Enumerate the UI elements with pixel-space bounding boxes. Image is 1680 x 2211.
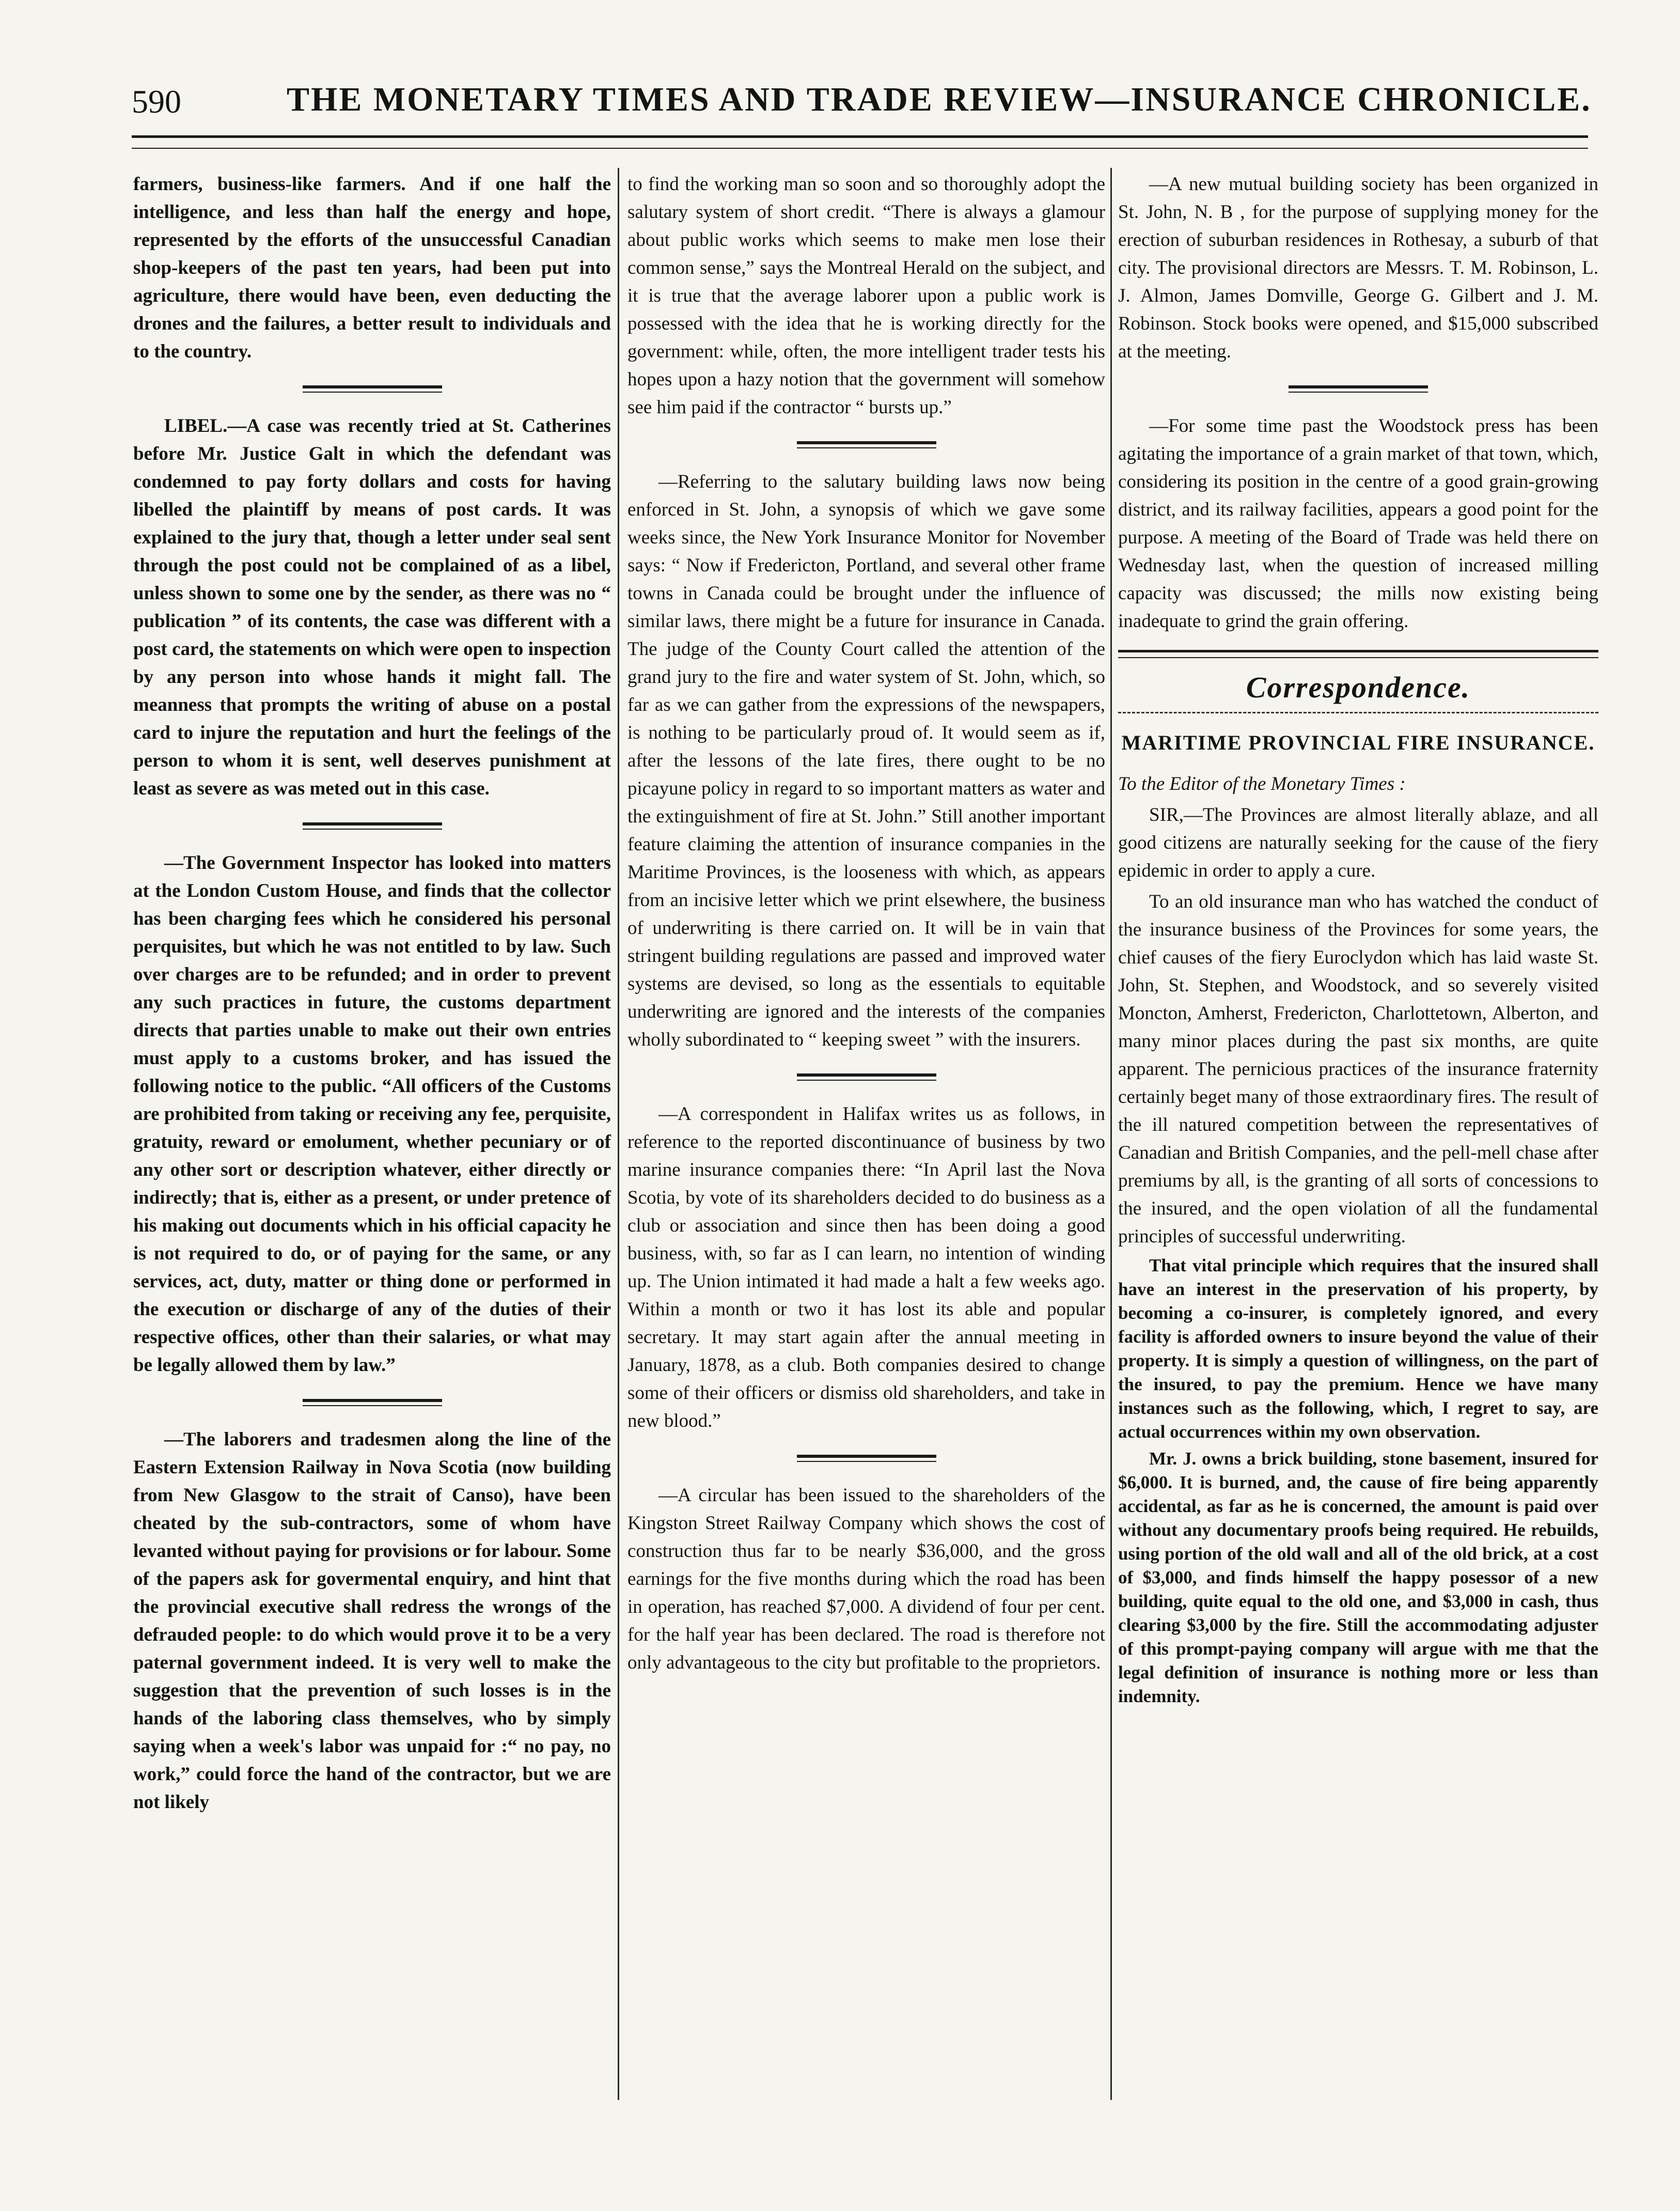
- article-building-society: —A new mutual building society has been organized in St. John, N. B , for the purpose of supplying money for the erection of suburban residences in Rothesay, a suburb of that city. The provisional directors are Messrs. T. M. Robinson, L. J. Almon, James Domville, George G. Gilbert and J. M. Robinson. Stock books were opened, and $15,000 subscribed at the meeting.: [1118, 174, 1598, 362]
- page-number: 590: [132, 83, 181, 120]
- article-custom-house: —The Government Inspector has looked into matters at the London Custom House, and finds that the collector has been charging fees which he considered his personal perquisites, but which he was not entitled to by law. Such over charges are to be refunded; and in order to prevent any such practices in future, the customs department directs that parties unable to make out their own entries must apply to a customs broker, and has issued the following notice to the public. “All officers of the Customs are prohibited from taking or receiving any fee, perquisite, gratuity, reward or emolument, whether pecuniary or of any other sort or description whatever, either directly or indirectly; that is, either as a present, or under pretence of his making out documents which in his official capacity he is not required to do, or of paying for the same, or any services, act, duty, matter or thing done or performed in the execution or discharge of any of the duties of their respective offices, other than their salaries, or what may be legally allowed them by law.”: [133, 852, 611, 1376]
- section-rule: [1118, 650, 1598, 658]
- separator-rule: [1289, 385, 1428, 393]
- column-rule-left: [618, 168, 619, 2100]
- article-title-fire-insurance: MARITIME PROVINCIAL FIRE INSURANCE.: [1121, 731, 1595, 754]
- letter-paragraph-3: That vital principle which requires that the insured shall have an interest in the preservation of his property, by becoming a co-insurer, is completely ignored, and every facility is afforded owners to insure beyond the value of their property. It is simply a question of willingness, on the part of the insured, to pay the premium. Hence we have many instances such as the following, which, I regret to say, are actual occurrences within my own observation.: [1118, 1255, 1598, 1442]
- column-2: [627, 170, 1105, 1677]
- separator-rule: [797, 1455, 936, 1462]
- article-farmers-end: farmers, business-like farmers. And if one half the intelligence, and less than half the energy and hope, represented by the efforts of the unsuccessful Canadian shop-keepers of the past ten years, had been put into agriculture, there would have been, even deducting the drones and the failures, a better result to individuals and to the country.: [133, 174, 611, 362]
- article-kingston-railway: —A circular has been issued to the shareholders of the Kingston Street Railway Company which shows the cost of construction thus far to be nearly $36,000, and the gross earnings for the five months during which the road has been in operation, has reached $7,000. A dividend of four per cent. for the half year has been declared. The road is therefore not only advantageous to the city but profitable to the proprietors.: [627, 1485, 1105, 1673]
- letter-paragraph-1: SIR,—The Provinces are almost literally ablaze, and all good citizens are naturally seeking for the cause of the fiery epidemic in order to apply a cure.: [1118, 804, 1598, 881]
- section-underline: [1118, 712, 1598, 713]
- separator-rule: [303, 822, 442, 830]
- letter-salutation: To the Editor of the Monetary Times :: [1118, 773, 1406, 795]
- article-public-works-end: to find the working man so soon and so thoroughly adopt the salutary system of short credit. “There is always a glamour about public works which seems to make men lose their common sense,” says the Montreal Herald on the subject, and it is true that the average laborer upon a public work is possessed with the idea that he is working directly for the government: while, often, the more intelligent trader tests his hopes upon a hazy notion that the government will somehow see him paid if the contractor “ bursts up.”: [627, 174, 1105, 418]
- section-heading-correspondence: Correspondence.: [1246, 671, 1471, 704]
- page-header: [132, 77, 1592, 139]
- column-1: [133, 170, 611, 1816]
- running-title: THE MONETARY TIMES AND TRADE REVIEW—INSURANCE CHRONICLE.: [287, 81, 1592, 118]
- column-3: [1118, 170, 1598, 1708]
- separator-rule: [797, 1073, 936, 1081]
- article-woodstock-grain: —For some time past the Woodstock press has been agitating the importance of a grain market of that town, which, considering its position in the centre of a good grain-growing district, and its railway facilities, appears a good point for the purpose. A meeting of the Board of Trade was held there on Wednesday last, when the question of increased milling capacity was discussed; the mills now existing being inadequate to grind the grain offering.: [1118, 415, 1598, 632]
- letter-paragraph-4: Mr. J. owns a brick building, stone basement, insured for $6,000. It is burned, and, the cause of fire being apparently accidental, as far as he is concerned, the amount is paid over without any documentary proofs being required. He rebuilds, using portion of the old wall and all of the old brick, at a cost of $3,000, and finds himself the happy posessor of a new building, quite equal to the old one, and $3,000 in cash, thus clearing $3,000 by the fire. Still the accommodating adjuster of this prompt-paying company will argue with me that the legal definition of insurance is nothing more or less than indemnity.: [1118, 1449, 1598, 1706]
- article-railway-laborers: —The laborers and tradesmen along the line of the Eastern Extension Railway in Nova Scotia (now building from New Glasgow to the strait of Canso), have been cheated by the sub-contractors, some of whom have levanted without paying for provisions or for labour. Some of the papers ask for govermental enquiry, and hint that the provincial executive shall redress the wrongs of the defrauded people: to do which would prove it to be a very paternal government indeed. It is very well to make the suggestion that the prevention of such losses is in the hands of the laboring class themselves, who by simply saying when a week's labor was unpaid for :“ no pay, no work,” could force the hand of the contractor, but we are not likely: [133, 1429, 611, 1813]
- separator-rule: [797, 441, 936, 448]
- separator-rule: [303, 385, 442, 393]
- header-rule: [132, 135, 1588, 149]
- article-libel: LIBEL.—A case was recently tried at St. Catherines before Mr. Justice Galt in which the defendant was condemned to pay forty dollars and costs for having libelled the plaintiff by means of post cards. It was explained to the jury that, though a letter under seal sent through the post could not be complained of as a libel, unless shown to some one by the sender, as there was no “ publication ” of its contents, the case was different with a post card, the statements on which were open to inspection by any person into whose hands it might fall. The meanness that prompts the writing of abuse on a postal card to injure the reputation and hurt the feelings of the person to whom it is sent, well deserves punishment at least as severe as was meted out in this case.: [133, 415, 611, 799]
- separator-rule: [303, 1399, 442, 1406]
- article-halifax-marine: —A correspondent in Halifax writes us as follows, in reference to the reported discontinuance of business by two marine insurance companies there: “In April last the Nova Scotia, by vote of its shareholders decided to do business as a club or association and since then has been doing a good business, with, so far as I can learn, no intention of winding up. The Union intimated it had made a halt a few weeks ago. Within a month or two it has lost its able and popular secretary. It may start again after the annual meeting in January, 1878, as a club. Both companies desired to change some of their officers or dismiss old shareholders, and take in new blood.”: [627, 1103, 1105, 1431]
- column-rule-right: [1110, 168, 1112, 2100]
- article-building-laws: —Referring to the salutary building laws now being enforced in St. John, a synopsis of which we gave some weeks since, the New York Insurance Monitor for November says: “ Now if Fredericton, Portland, and several other frame towns in Canada could be brought under the influence of similar laws, there might be a future for insurance in Canada. The judge of the County Court called the attention of the grand jury to the fire and water system of St. John, which, so far as we can gather from the expressions of the newspapers, is nothing to be particularly proud of. It would seem as if, after the lessons of the late fires, there ought to be no picayune policy in regard to so important matters as water and the extinguishment of fire at St. John.” Still another important feature claiming the attention of insurance companies in the Maritime Provinces, is the looseness with which, as appears from an incisive letter which we print elsewhere, the business of underwriting is there carried on. It will be in vain that stringent building regulations are passed and improved water systems are devised, so long as the essentials to equitable underwriting are ignored and the interests of the companies wholly subordinated to “ keeping sweet ” with the insurers.: [627, 471, 1105, 1050]
- letter-paragraph-2: To an old insurance man who has watched the conduct of the insurance business of the Provinces for some years, the chief causes of the fiery Euroclydon which has laid waste St. John, St. Stephen, and Woodstock, and so severely visited Moncton, Amherst, Fredericton, Charlottetown, Alberton, and many minor places during the past six months, are quite apparent. The pernicious practices of the insurance fraternity certainly beget many of those extraordinary fires. The result of the ill natured competition between the representatives of Canadian and British Companies, and the pell-mell chase after premiums by all, is the granting of all sorts of concessions to the insured, and the open violation of all the fundamental principles of successful underwriting.: [1118, 891, 1598, 1247]
